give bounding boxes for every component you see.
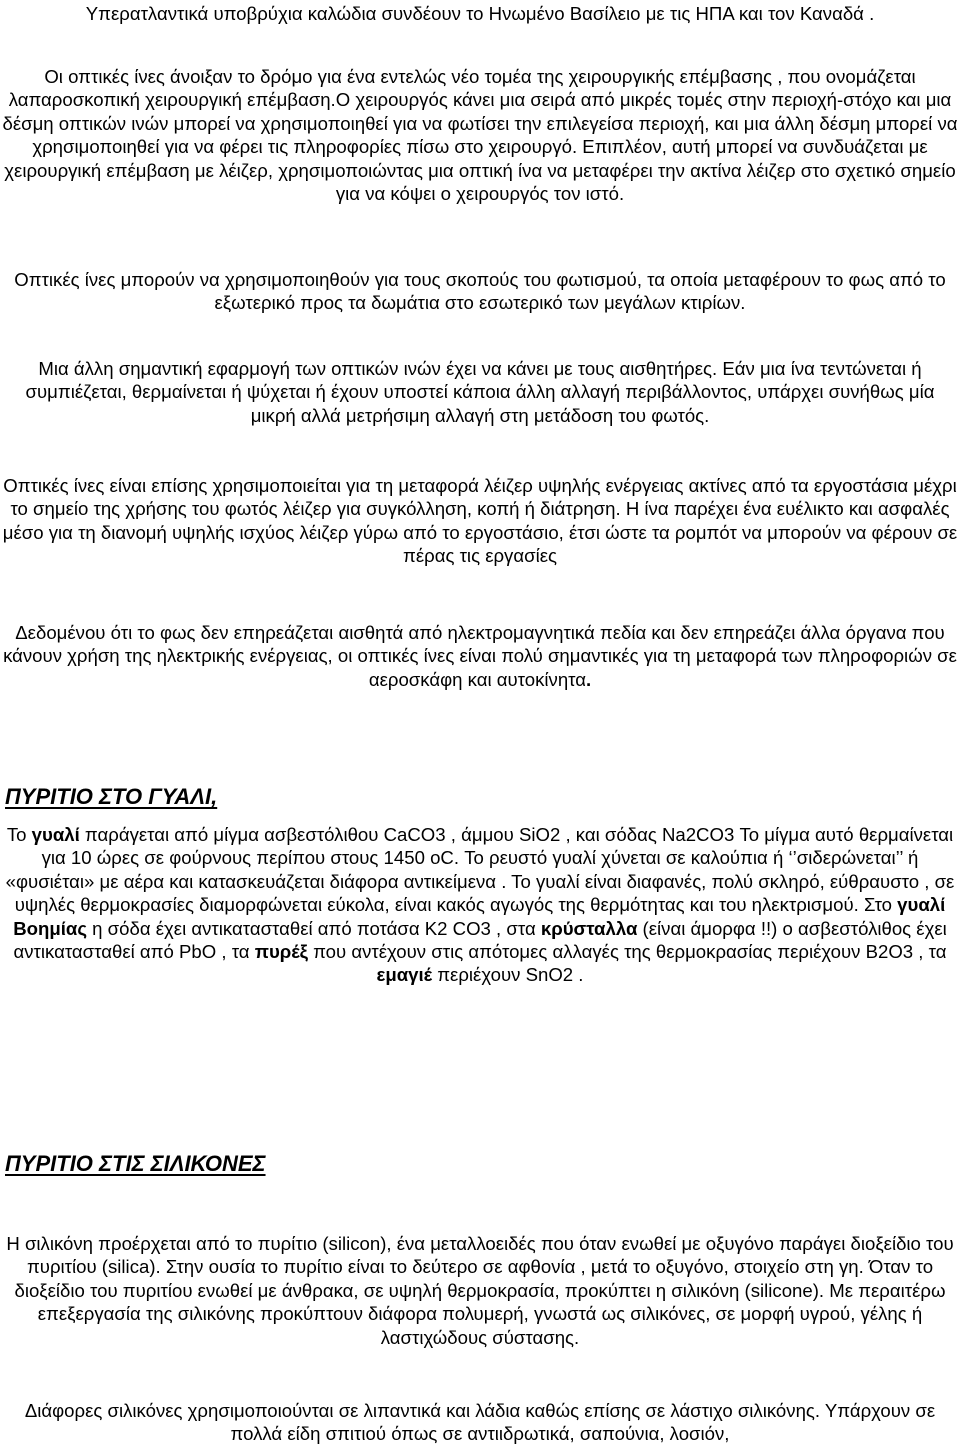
glass-text-6: περιέχουν SnO2 . xyxy=(432,964,584,986)
paragraph-lighting: Οπτικές ίνες μπορούν να χρησιμοποιηθούν για τους σκοπούς του φωτισμού, τα οποία μεταφέρουν το φως από το εξωτερικό προς τα δωμάτια στο εσωτερικό των μεγάλων κτιρίων. xyxy=(14,269,946,314)
paragraph-silicone-uses: Διάφορες σιλικόνες χρησιμοποιούνται σε λιπαντικά και λάδια καθώς επίσης σε λάστιχο σιλικόνης. Υπάρχουν σε πολλά είδη σπιτιού όπως σε αντιιδρωτικά, σαπούνια, λοσιόν, xyxy=(24,1400,936,1445)
paragraph-electromagnetic xyxy=(2,621,958,691)
heading-silicon-in-glass: ΠΥΡΙΤΙΟ ΣΤΟ ΓΥΑΛΙ, xyxy=(5,784,218,809)
paragraph-glass xyxy=(2,823,958,987)
paragraph-laparoscopic-surgery: Οι οπτικές ίνες άνοιξαν το δρόμο για ένα εντελώς νέο τομέα της χειρουργικής επέμβασης , που ονομάζεται λαπαροσκοπική χειρουργική επέμβαση.Ο χειρουργός κάνει μια σειρά από μικρές τομές στην περιοχή-στόχο και μια δέσμη οπτικών ινών μπορεί να χρησιμοποιηθεί για να φωτίσει την επιλεγείσα περιοχή, και μια άλλη δέσμη μπορεί να χρησιμοποιηθεί για να φέρει τις πληροφορίες πίσω στο χειρουργό. Επιπλέον, αυτή μπορεί να συνδυάζεται με χειρουργική επέμβαση με λέιζερ, χρησιμοποιώντας μια οπτική ίνα να μεταφέρει την ακτίνα λέιζερ στο σχετικό σημείο για να κόψει ο χειρουργός τον ιστό. xyxy=(2,66,958,205)
glass-text-2: παράγεται από μίγμα ασβεστόλιθου CaCO3 , άμμου SiO2 , και σόδας Na2CO3 Το μίγμα αυτό θερμαίνεται για 10 ώρες σε φούρνους περίπου στους 1450 oC. Το ρευστό γυαλί χύνεται σε καλούπια ή ‘’σιδερώνεται’’ ή «φυσιέται» με αέρα και κατασκευάζεται διάφορα αντικείμενα . Το γυαλί είναι διαφανές, πολύ σκληρό, εύθραυστο , σε υψηλές θερμοκρασίες διαμορφώνεται εύκολα, είναι κακός αγωγός της θερμότητας και του ηλεκτρισμού. Στο xyxy=(5,824,955,916)
paragraph-laser-transport: Οπτικές ίνες είναι επίσης χρησιμοποιείται για τη μεταφορά λέιζερ υψηλής ενέργειας ακτίνες από τα εργοστάσια μέχρι το σημείο της χρήσης του φωτός λέιζερ για συγκόλληση, κοπή ή διάτρηση. Η ίνα παρέχει ένα ευέλικτο και ασφαλές μέσο για τη διανομή υψηλής ισχύος λέιζερ γύρω από το εργοστάσιο, έτσι ώστε τα ρομπότ να μπορούν να φέρουν σε πέρας τις εργασίες xyxy=(2,475,958,567)
paragraph-silicone-origin: Η σιλικόνη προέρχεται από το πυρίτιο (silicon), ένα μεταλλοειδές που όταν ενωθεί με οξυγόνο παράγει διοξείδιο του πυριτίου (silica). Στην ουσία το πυρίτιο είναι το δεύτερο σε αφθονία , μετά το οξυγόνο, στοιχείο στη γη. Όταν το διοξείδιο του πυριτίου ενωθεί με άνθρακα, σε υψηλή θερμοκρασία, προκύπτει η σιλικόνη (silicone). Με περαιτέρω επεξεργασία της σιλικόνης προκύπτουν διάφορα πολυμερή, γνωστά ως σιλικόνες, σε μορφή υγρού, γέλης ή λαστιχώδους σύστασης. xyxy=(6,1233,954,1348)
glass-text-4: (είναι άμορφα !!) ο ασβεστόλιθος έχει αντικατασταθεί από PbO , τα xyxy=(13,917,947,963)
paragraph-submarine-cables: Υπερατλαντικά υποβρύχια καλώδια συνδέουν το Ηνωμένο Βασίλειο με τις ΗΠΑ και τον Καναδά . xyxy=(85,3,875,24)
glass-text-3: η σόδα έχει αντικατασταθεί από ποτάσα K2 CO3 , στα xyxy=(87,917,541,939)
paragraph-sensors: Μια άλλη σημαντική εφαρμογή των οπτικών ινών έχει να κάνει με τους αισθητήρες. Εάν μια ίνα τεντώνεται ή συμπιέζεται, θερμαίνεται ή ψύχεται ή έχουν υποστεί κάποια άλλη αλλαγή περιβάλλοντος, υπάρχει συνήθως μία μικρή αλλά μετρήσιμη αλλαγή στη μετάδοση του φωτός. xyxy=(25,358,935,426)
paragraph-electromagnetic-text: Δεδομένου ότι το φως δεν επηρεάζεται αισθητά από ηλεκτρομαγνητικά πεδία και δεν επηρεάζει άλλα όργανα που κάνουν χρήση της ηλεκτρικής ενέργειας, οι οπτικές ίνες είναι πολύ σημαντικές για τη μεταφορά των πληροφοριών σε αεροσκάφη και αυτοκίνητα xyxy=(3,622,957,690)
glass-bold-crystal: κρύσταλλα xyxy=(540,917,638,939)
glass-bold-glass: γυαλί xyxy=(31,824,80,845)
glass-bold-enamel: εμαγιέ xyxy=(376,964,433,986)
glass-bold-bohemia: γυαλί Βοημίας xyxy=(13,894,946,939)
paragraph-electromagnetic-end: . xyxy=(586,668,592,690)
heading-silicon-in-silicones: ΠΥΡΙΤΙΟ ΣΤΙΣ ΣΙΛΙΚΟΝΕΣ xyxy=(5,1151,266,1176)
glass-text-1: Το xyxy=(6,824,32,845)
glass-text-5: που αντέχουν στις απότομες αλλαγές της θερμοκρασίας περιέχουν B2O3 , τα xyxy=(307,941,947,963)
glass-bold-pyrex: πυρέξ xyxy=(254,941,308,963)
